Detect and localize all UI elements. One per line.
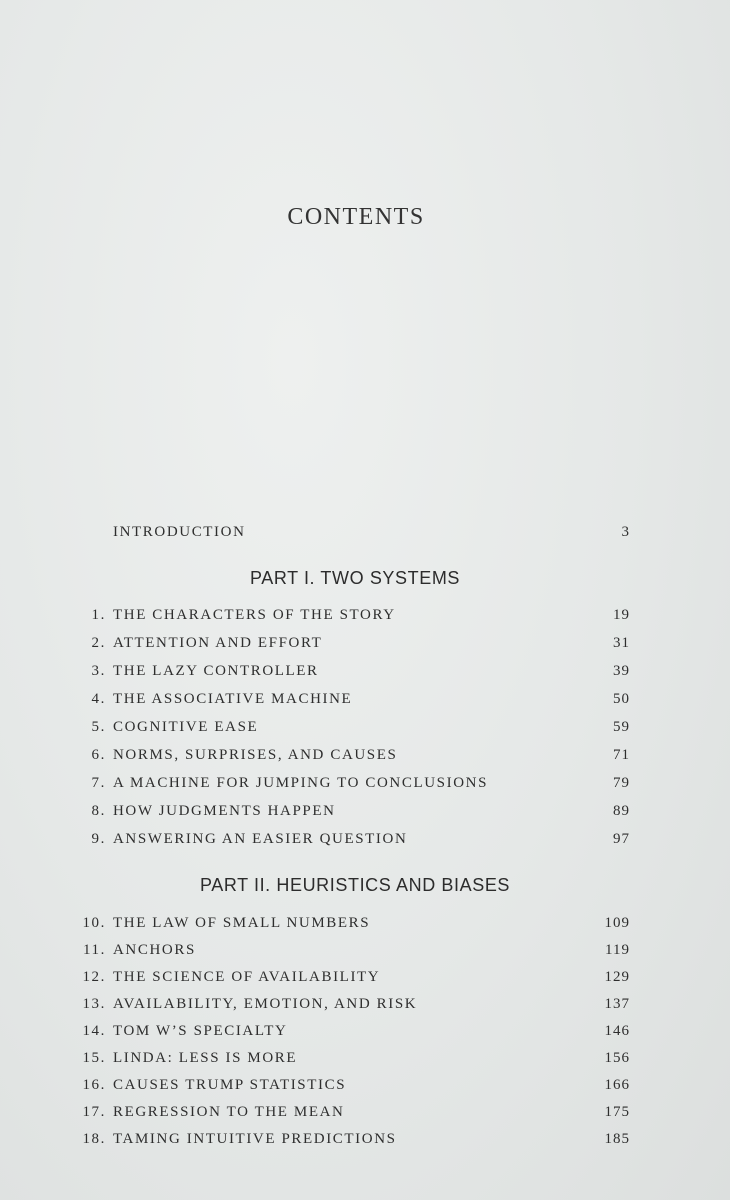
toc-entry-page: 31: [613, 635, 630, 651]
toc-entry-page: 59: [613, 719, 630, 735]
toc-entry-number: 9.: [91, 831, 106, 847]
toc-entry-number: 10.: [82, 915, 106, 931]
toc-entry: [72, 719, 630, 743]
toc-entry-page: 137: [604, 996, 630, 1012]
toc-entry-title: TAMING INTUITIVE PREDICTIONS: [113, 1131, 397, 1147]
toc-entry-title: THE ASSOCIATIVE MACHINE: [113, 691, 353, 707]
toc-entry-title: ANCHORS: [113, 942, 196, 958]
toc-entry: [72, 803, 630, 827]
toc-entry: [72, 996, 630, 1020]
toc-entry-page: 109: [604, 915, 630, 931]
toc-entry-number: 2.: [91, 635, 106, 651]
toc-entry-number: 5.: [91, 719, 106, 735]
toc-entry: [72, 969, 630, 993]
toc-entry: [72, 691, 630, 715]
toc-entry: [72, 1023, 630, 1047]
toc-entry-page: 166: [604, 1077, 630, 1093]
toc-entry-number: 3.: [91, 663, 106, 679]
toc-entry-number: 6.: [91, 747, 106, 763]
toc-entry-number: 1.: [91, 607, 106, 623]
toc-entry-title: ANSWERING AN EASIER QUESTION: [113, 831, 408, 847]
toc-entry-page: 50: [613, 691, 630, 707]
toc-entry-title: NORMS, SURPRISES, AND CAUSES: [113, 747, 398, 763]
part-heading: PART II. HEURISTICS AND BIASES: [199, 875, 511, 895]
toc-entry-number: 7.: [91, 775, 106, 791]
toc-entry-page: 146: [604, 1023, 630, 1039]
toc-entry-title: THE SCIENCE OF AVAILABILITY: [113, 969, 381, 985]
toc-entry-number: 11.: [83, 942, 106, 958]
toc-entry-page: 71: [613, 747, 630, 763]
toc-entry-title: A MACHINE FOR JUMPING TO CONCLUSIONS: [113, 775, 489, 791]
toc-entry-page: 3: [621, 524, 630, 540]
toc-entry-number: 17.: [82, 1104, 106, 1120]
toc-entry-number: 12.: [82, 969, 106, 985]
part-heading: PART I. TWO SYSTEMS: [249, 568, 461, 588]
toc-entry-number: 13.: [82, 996, 106, 1012]
toc-entry-number: 4.: [91, 691, 106, 707]
toc-entry-number: 8.: [91, 803, 106, 819]
toc-entry-number: 16.: [82, 1077, 106, 1093]
toc-entry-title: INTRODUCTION: [113, 524, 246, 540]
toc-entry-title: THE LAZY CONTROLLER: [113, 663, 319, 679]
toc-entry: [72, 1050, 630, 1074]
toc-entry: [72, 915, 630, 939]
toc-entry: [72, 1077, 630, 1101]
toc-entry-number: 18.: [82, 1131, 106, 1147]
toc-entry-title: REGRESSION TO THE MEAN: [113, 1104, 345, 1120]
toc-entry-page: 79: [613, 775, 630, 791]
toc-entry-title: COGNITIVE EASE: [113, 719, 259, 735]
toc-entry: [72, 635, 630, 659]
toc-entry-page: 39: [613, 663, 630, 679]
toc-entry: [72, 1131, 630, 1155]
toc-entry: [72, 663, 630, 687]
toc-entry: [72, 775, 630, 799]
toc-entry-title: CAUSES TRUMP STATISTICS: [113, 1077, 347, 1093]
toc-entry-number: 14.: [82, 1023, 106, 1039]
toc-entry: [72, 607, 630, 631]
toc-entry-title: HOW JUDGMENTS HAPPEN: [113, 803, 336, 819]
toc-entry-title: AVAILABILITY, EMOTION, AND RISK: [113, 996, 418, 1012]
toc-entry-page: 156: [604, 1050, 630, 1066]
toc-entry-introduction: [72, 524, 630, 548]
toc-entry-title: TOM W’S SPECIALTY: [113, 1023, 288, 1039]
toc-entry: [72, 831, 630, 855]
toc-entry-page: 185: [604, 1131, 630, 1147]
toc-entry-title: THE CHARACTERS OF THE STORY: [113, 607, 396, 623]
toc-entry-title: ATTENTION AND EFFORT: [113, 635, 323, 651]
toc-entry-page: 119: [605, 942, 630, 958]
toc-entry-page: 97: [613, 831, 630, 847]
toc-entry-page: 129: [604, 969, 630, 985]
toc-entry: [72, 747, 630, 771]
toc-entry-page: 19: [613, 607, 630, 623]
toc-entry-title: LINDA: LESS IS MORE: [113, 1050, 298, 1066]
toc-entry-page: 89: [613, 803, 630, 819]
toc-entry: [72, 942, 630, 966]
toc-entry-number: 15.: [82, 1050, 106, 1066]
toc-entry: [72, 1104, 630, 1128]
toc-entry-title: THE LAW OF SMALL NUMBERS: [113, 915, 371, 931]
toc-entry-page: 175: [604, 1104, 630, 1120]
contents-heading: CONTENTS: [287, 204, 425, 230]
